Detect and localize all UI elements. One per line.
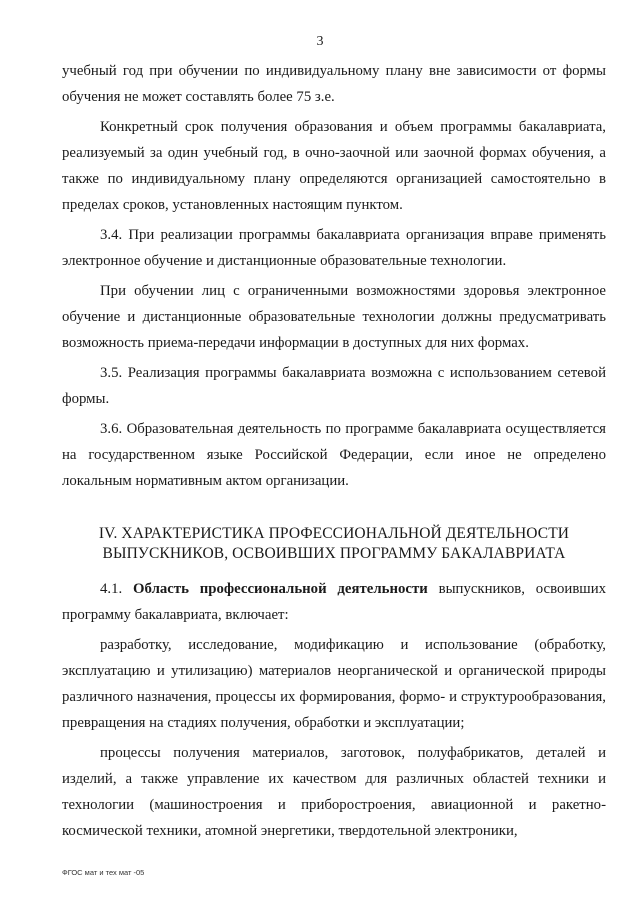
paragraph-3-5: 3.5. Реализация программы бакалавриата возможна с использованием сетевой формы. bbox=[62, 365, 606, 407]
paragraph-3-4: 3.4. При реализации программы бакалавриата организация вправе применять электронное обучение и дистанционные образовательные технологии. bbox=[62, 227, 606, 269]
item-number: 4.1. bbox=[100, 581, 123, 597]
section-heading-line-2: ВЫПУСКНИКОВ, ОСВОИВШИХ ПРОГРАММУ БАКАЛАВРИАТА bbox=[102, 545, 566, 562]
list-item-processes: процессы получения материалов, заготовок, полуфабрикатов, деталей и изделий, а также управление их качеством для различных областей техники и технологии (машиностроения и приборостроения, авиационной и ракетно-космической техники, атомной энергетики, твердотельной электроники, bbox=[62, 745, 606, 839]
paragraph-4-1 bbox=[62, 576, 606, 628]
page-number: 3 bbox=[316, 34, 324, 49]
section-heading-line-1: IV. ХАРАКТЕРИСТИКА ПРОФЕССИОНАЛЬНОЙ ДЕЯТЕЛЬНОСТИ bbox=[98, 525, 570, 542]
footer-code: ФГОС мат и тех мат -05 bbox=[62, 868, 145, 877]
list-item-development: разработку, исследование, модификацию и использование (обработку, эксплуатацию и утилизацию) материалов неорганической и органической природы различного назначения, процессы их формирования, формо- и структурообразования, превращения на стадиях получения, обработки и эксплуатации; bbox=[62, 637, 606, 731]
bold-term: Область профессиональной деятельности bbox=[133, 581, 428, 597]
section-heading bbox=[62, 524, 606, 564]
document-body bbox=[62, 58, 606, 848]
paragraph-3-6: 3.6. Образовательная деятельность по программе бакалавриата осуществляется на государственном языке Российской Федерации, если иное не определено локальным нормативным актом организации. bbox=[62, 421, 606, 489]
paragraph-continuation: учебный год при обучении по индивидуальному плану вне зависимости от формы обучения не может составлять более 75 з.е. bbox=[62, 63, 606, 105]
paragraph-disabilities: При обучении лиц с ограниченными возможностями здоровья электронное обучение и дистанционные образовательные технологии должны предусматривать возможность приема-передачи информации в доступных для них формах. bbox=[62, 283, 606, 351]
item-rest: выпускников, освоивших программу бакалавриата, включает: bbox=[62, 581, 607, 623]
paragraph-duration: Конкретный срок получения образования и объем программы бакалавриата, реализуемый за один учебный год, в очно-заочной или заочной формах обучения, а также по индивидуальному плану определяются организацией самостоятельно в пределах сроков, установленных настоящим пунктом. bbox=[62, 119, 606, 213]
